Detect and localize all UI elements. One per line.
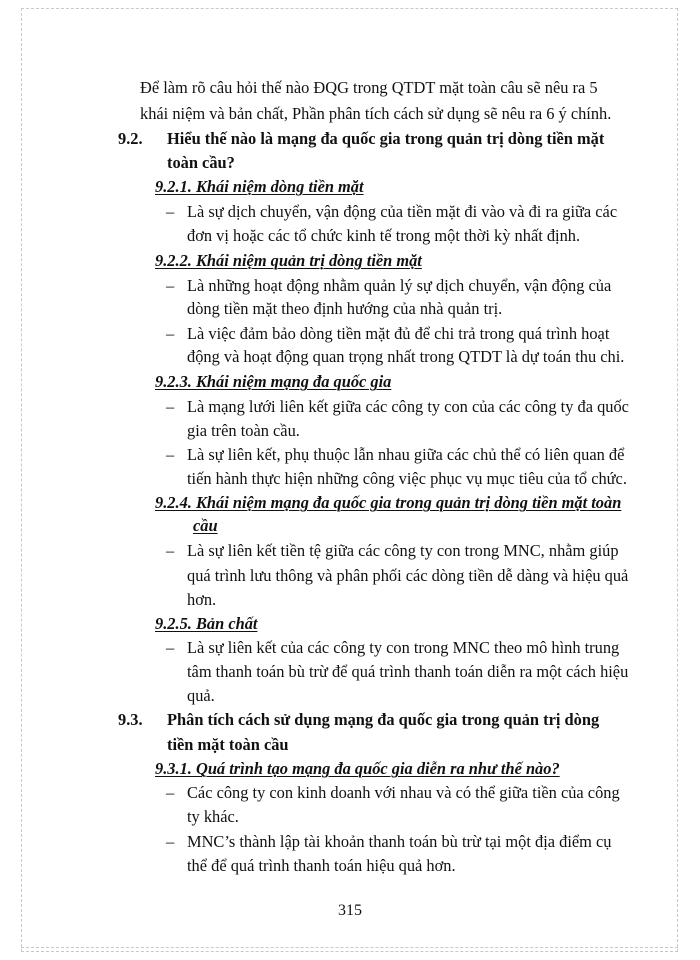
bullet-line: thể để quá trình thanh toán hiệu quả hơn. (187, 856, 456, 875)
bullet-line: MNC’s thành lập tài khoản thanh toán bù trừ tại một địa điểm cụ (187, 832, 612, 851)
section-9-3-title-2: tiền mặt toàn cầu (167, 735, 289, 754)
subsection-9-2-4-title-1: 9.2.4. Khái niệm mạng đa quốc gia trong quản trị dòng tiền mặt toàn (155, 493, 622, 512)
bullet-line: Là sự dịch chuyển, vận động của tiền mặt đi vào và đi ra giữa các (187, 202, 618, 221)
subsection-9-2-3-title: 9.2.3. Khái niệm mạng đa quốc gia (155, 372, 392, 391)
bullet-dash: – (166, 541, 175, 560)
bullet-line: Là sự liên kết tiền tệ giữa các công ty con trong MNC, nhằm giúp (187, 541, 619, 560)
bullet-dash: – (166, 638, 175, 657)
bullet-line: Là sự liên kết, phụ thuộc lẫn nhau giữa các chủ thể có liên quan để (187, 445, 625, 464)
bullet-line: Là việc đảm bảo dòng tiền mặt đủ để chi trả trong quá trình hoạt (187, 324, 610, 343)
subsection-9-2-4-title-2: cầu (193, 516, 218, 535)
bullet-line: tâm thanh toán bù trừ để quá trình thanh toán diễn ra một cách hiệu (187, 662, 629, 681)
bullet-line: tiến hành thực hiện những công việc phục vụ mục tiêu của tổ chức. (187, 469, 627, 488)
bullet-dash: – (166, 324, 175, 343)
section-9-3-number: 9.3. (118, 710, 143, 729)
section-9-3-title-1: Phân tích cách sử dụng mạng đa quốc gia trong quản trị dòng (167, 710, 600, 729)
bullet-line: Là mạng lưới liên kết giữa các công ty con của các công ty đa quốc (187, 397, 629, 416)
bullet-line: hơn. (187, 590, 217, 609)
bullet-line: dòng tiền mặt theo định hướng của nhà quản trị. (187, 299, 503, 318)
intro-line-2: khái niệm và bản chất, Phần phân tích cách sử dụng sẽ nêu ra 6 ý chính. (140, 104, 612, 123)
bullet-line: ty khác. (187, 807, 239, 826)
bullet-dash: – (166, 397, 175, 416)
bullet-line: quả. (187, 686, 215, 705)
bullet-dash: – (166, 783, 175, 802)
bottom-rule (21, 947, 678, 948)
bullet-dash: – (166, 832, 175, 851)
section-9-2-title-2: toàn cầu? (167, 153, 235, 172)
subsection-9-2-2-title: 9.2.2. Khái niệm quản trị dòng tiền mặt (155, 251, 422, 270)
intro-line-1: Để làm rõ câu hỏi thế nào ĐQG trong QTDT mặt toàn câu sẽ nêu ra 5 (140, 78, 598, 97)
bullet-line: Là sự liên kết của các công ty con trong MNC theo mô hình trung (187, 638, 620, 657)
bullet-line: động và hoạt động quan trọng nhất trong QTDT là dự toán thu chi. (187, 347, 625, 366)
subsection-9-2-1-title: 9.2.1. Khái niệm dòng tiền mặt (155, 177, 364, 196)
section-9-2-number: 9.2. (118, 129, 143, 148)
section-9-2-title-1: Hiểu thế nào là mạng đa quốc gia trong quản trị dòng tiền mặt (167, 129, 605, 148)
bullet-line: Các công ty con kinh doanh với nhau và có thể giữa tiền của công (187, 783, 620, 802)
subsection-9-3-1-title: 9.3.1. Quá trình tạo mạng đa quốc gia diễn ra như thế nào? (155, 759, 560, 778)
bullet-dash: – (166, 445, 175, 464)
bullet-line: quá trình lưu thông và phân phối các dòng tiền dễ dàng và hiệu quả (187, 566, 629, 585)
bullet-line: gia trên toàn cầu. (187, 421, 300, 440)
bullet-dash: – (166, 202, 175, 221)
bullet-line: Là những hoạt động nhằm quản lý sự dịch chuyển, vận động của (187, 276, 612, 295)
bullet-line: đơn vị hoặc các tổ chức kinh tế trong một thời kỳ nhất định. (187, 226, 581, 245)
page-number: 315 (338, 902, 362, 919)
bullet-dash: – (166, 276, 175, 295)
subsection-9-2-5-title: 9.2.5. Bản chất (155, 614, 258, 633)
